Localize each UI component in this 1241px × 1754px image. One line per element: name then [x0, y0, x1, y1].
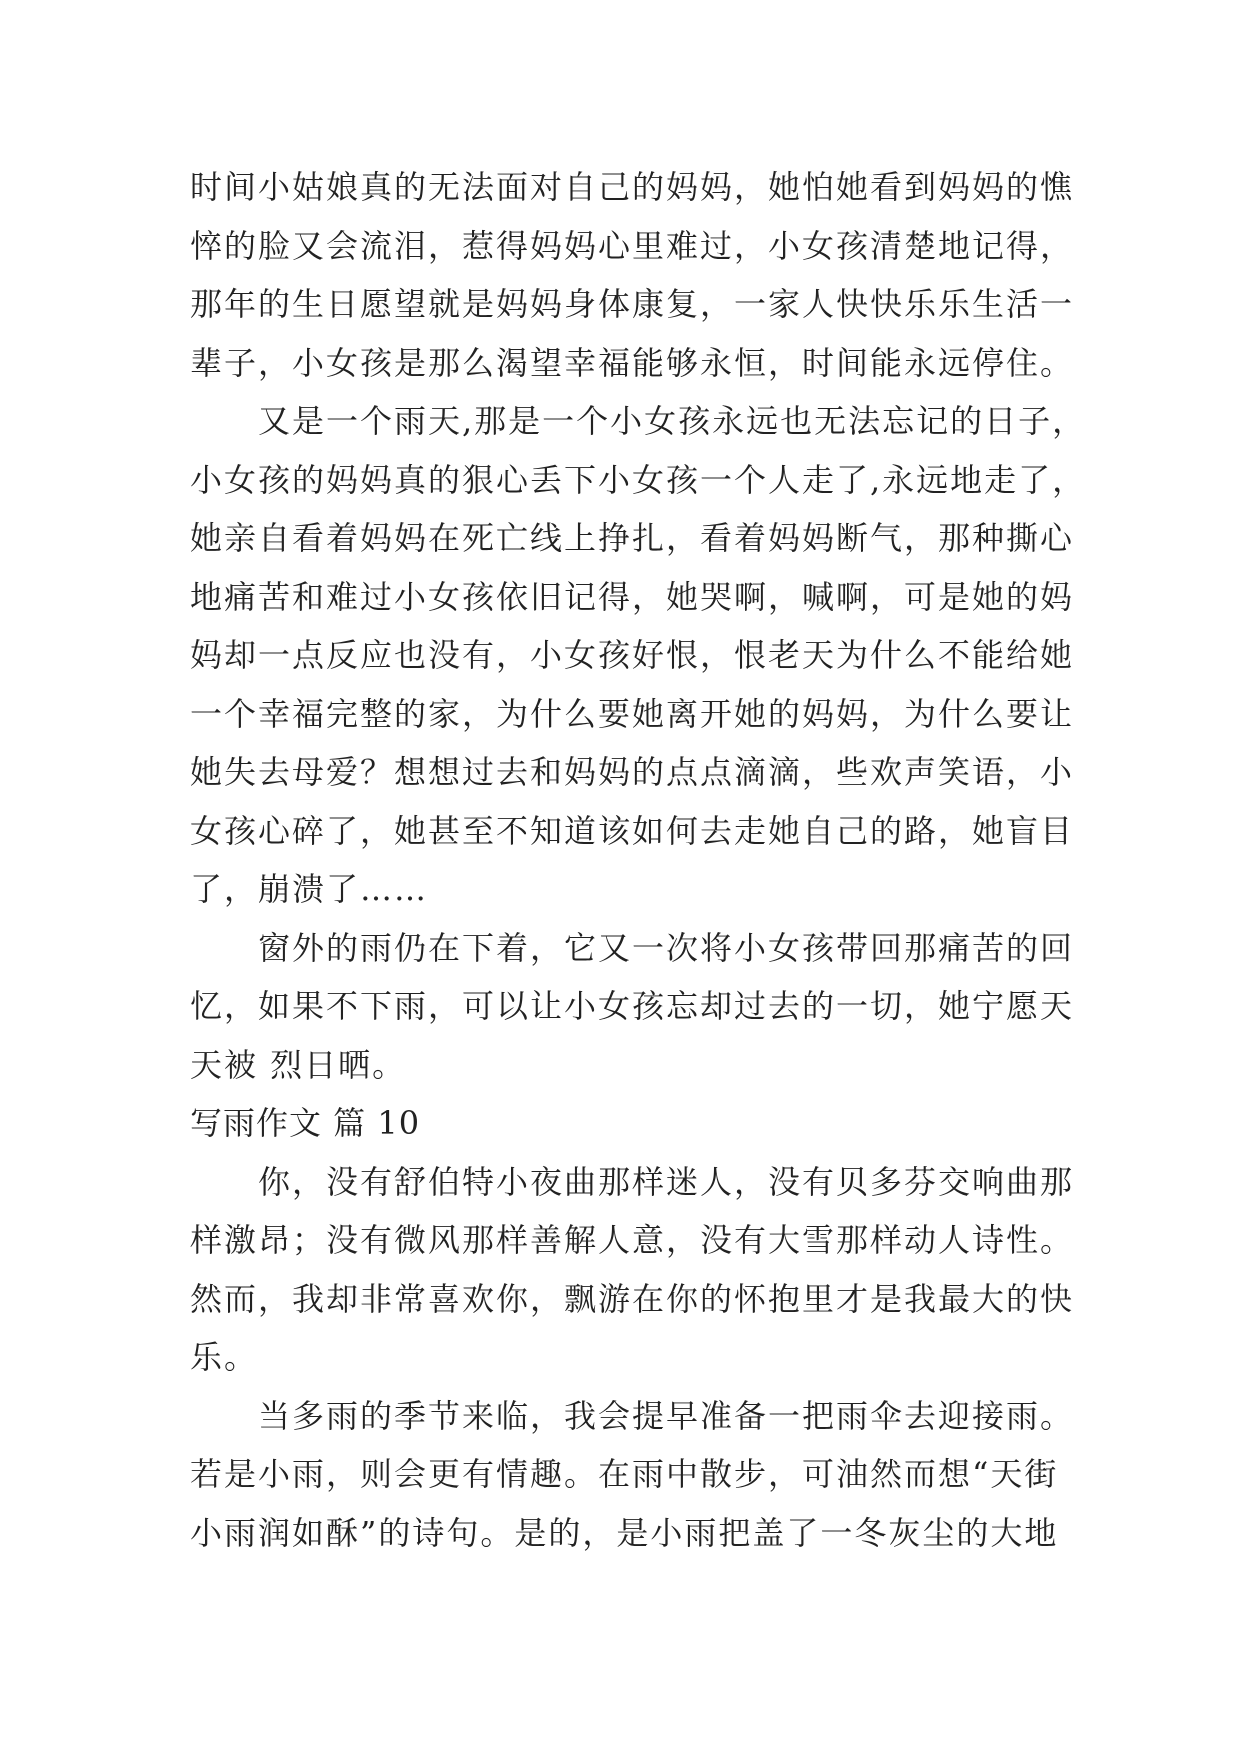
text-line: 样激昂；没有微风那样善解人意，没有大雪那样动人诗性。	[190, 1221, 1075, 1259]
text-line: 窗外的雨仍在下着，它又一次将小女孩带回那痛苦的回	[190, 928, 1075, 967]
text-line: 当多雨的季节来临，我会提早准备一把雨伞去迎接雨。	[190, 1396, 1075, 1435]
text-line: 那年的生日愿望就是妈妈身体康复，一家人快快乐乐生活一	[190, 285, 1075, 323]
text-line: 你，没有舒伯特小夜曲那样迷人，没有贝多芬交响曲那	[190, 1162, 1075, 1201]
text-line: 小女孩的妈妈真的狠心丢下小女孩一个人走了,永远地走了，	[190, 460, 1087, 499]
text-line: 时间小姑娘真的无法面对自己的妈妈，她怕她看到妈妈的憔	[190, 168, 1075, 206]
text-line: 又是一个雨天,那是一个小女孩永远也无法忘记的日子，	[190, 402, 1087, 440]
text-line: 地痛苦和难过小女孩依旧记得，她哭啊，喊啊，可是她的妈	[190, 577, 1075, 616]
section-heading: 写雨作文 篇 10	[190, 1104, 421, 1142]
text-line: 乐。	[190, 1338, 259, 1376]
text-line: 悴的脸又会流泪，惹得妈妈心里难过，小女孩清楚地记得，	[190, 226, 1075, 265]
text-line: 她失去母爱？想想过去和妈妈的点点滴滴，些欢声笑语，小	[190, 753, 1075, 791]
text-line: 小雨润如酥”的诗句。是的，是小雨把盖了一冬灰尘的大地	[190, 1513, 1059, 1552]
text-line: 忆，如果不下雨，可以让小女孩忘却过去的一切，她宁愿天	[190, 987, 1075, 1025]
text-line: 辈子，小女孩是那么渴望幸福能够永恒，时间能永远停住。	[190, 343, 1075, 382]
text-line: 妈却一点反应也没有，小女孩好恨，恨老天为什么不能给她	[190, 636, 1075, 674]
text-line: 女孩心碎了，她甚至不知道该如何去走她自己的路，她盲目	[190, 811, 1075, 850]
document-body	[190, 158, 1087, 1562]
text-line: 了，崩溃了……	[190, 870, 429, 908]
text-line: 天被 烈日晒。	[190, 1045, 407, 1084]
text-line: 然而，我却非常喜欢你，飘游在你的怀抱里才是我最大的快	[190, 1279, 1075, 1318]
text-line: 她亲自看着妈妈在死亡线上挣扎，看着妈妈断气，那种撕心	[190, 519, 1075, 557]
text-line: 若是小雨，则会更有情趣。在雨中散步，可油然而想“天街	[190, 1455, 1059, 1493]
text-line: 一个幸福完整的家，为什么要她离开她的妈妈，为什么要让	[190, 694, 1075, 733]
